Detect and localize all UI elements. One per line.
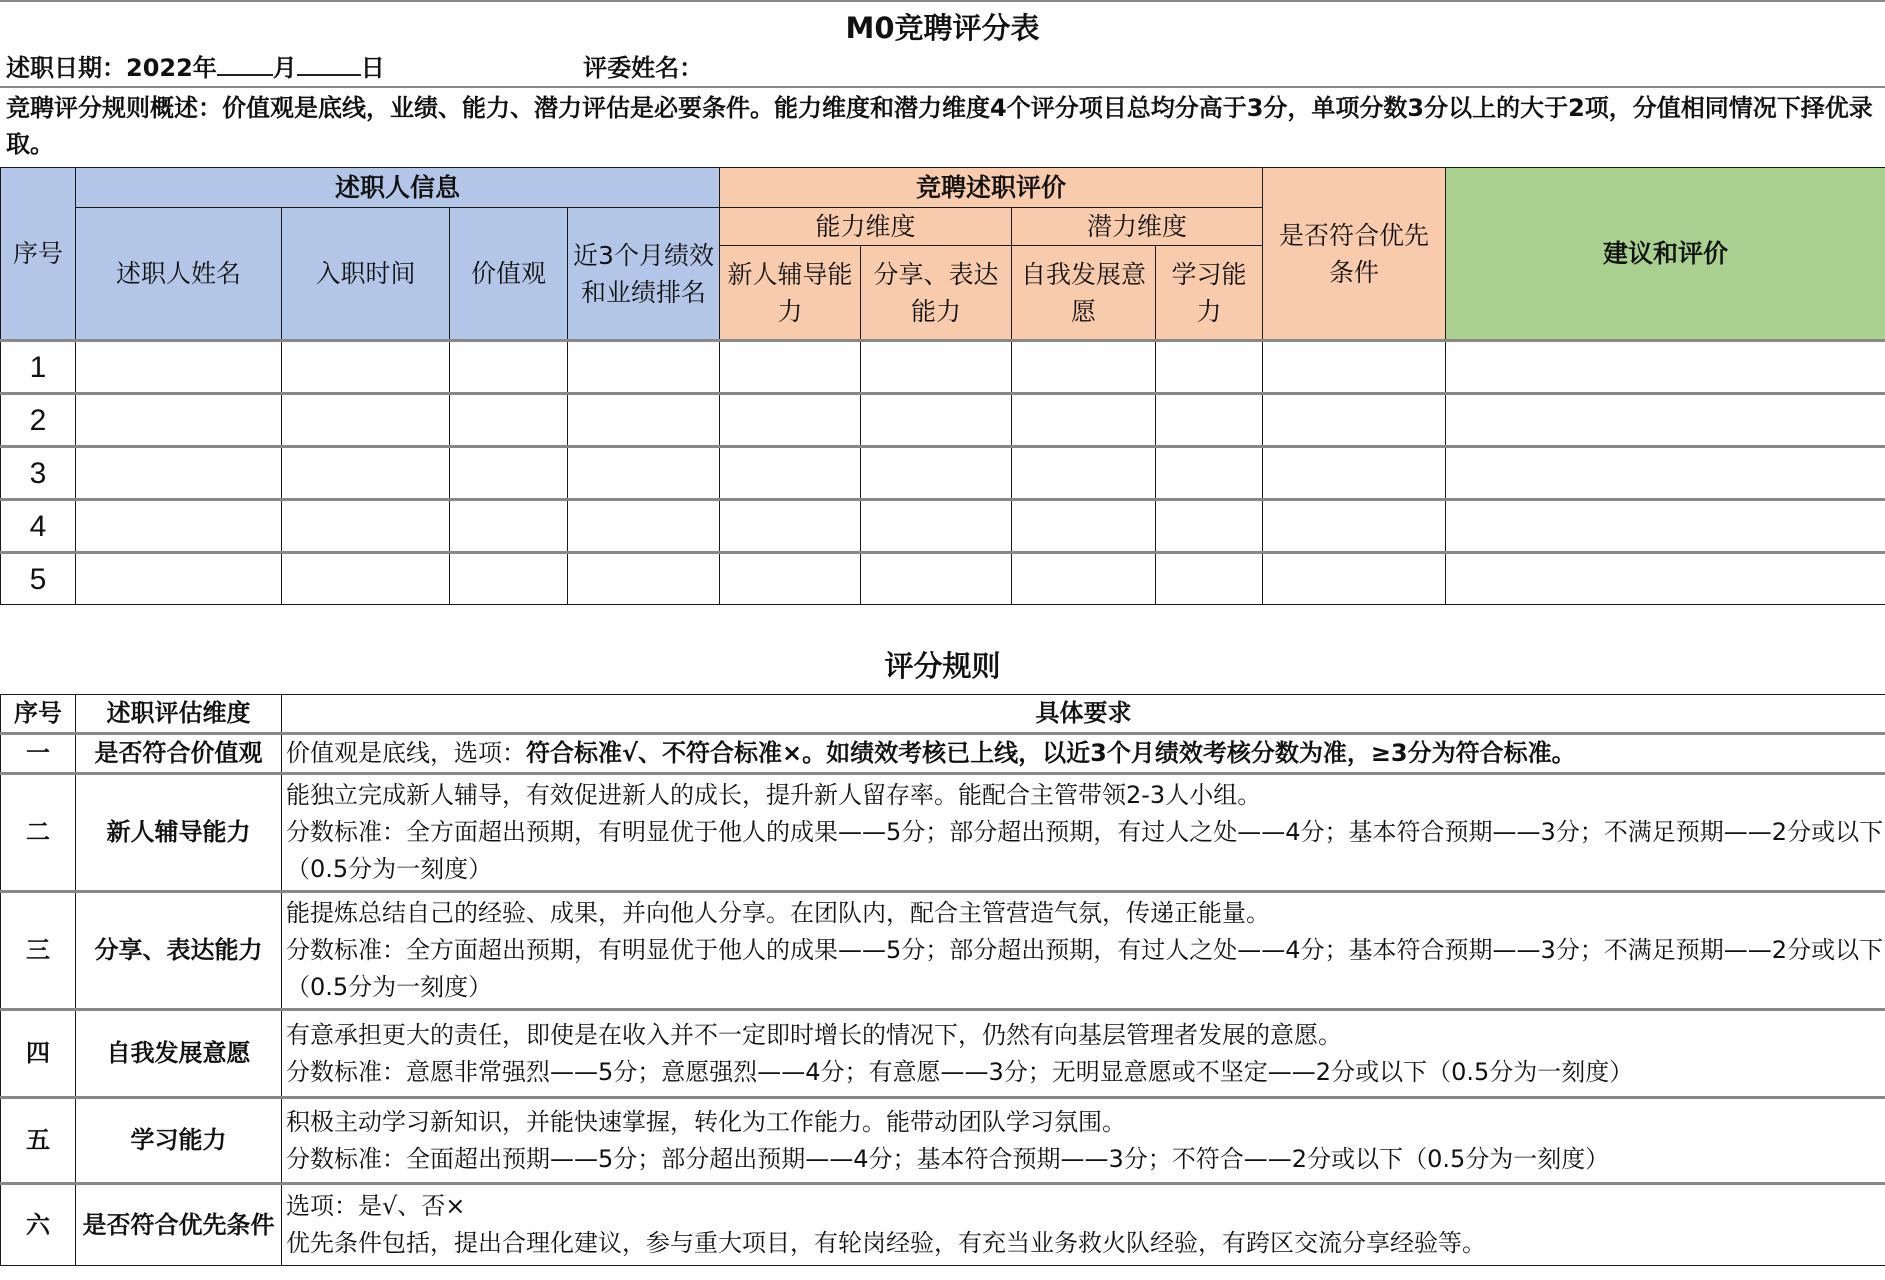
rule-requirement xyxy=(282,774,1885,892)
rule-description: 优先条件包括，提出合理化建议，参与重大项目，有轮岗经验，有充当业务救火队经验，有跨区交流分享经验等。 xyxy=(286,1229,1486,1257)
rules-row xyxy=(1,774,1885,892)
meta-row xyxy=(6,50,1876,86)
table-row xyxy=(1,447,1885,500)
cell-ranking[interactable] xyxy=(568,500,720,553)
cell-priority[interactable] xyxy=(1263,500,1446,553)
table-row xyxy=(1,394,1885,447)
header-values: 价值观 xyxy=(450,208,568,341)
cell-priority[interactable] xyxy=(1263,394,1446,447)
day-label: 日 xyxy=(360,54,385,82)
rule-index: 二 xyxy=(1,774,76,892)
rule-description: 能提炼总结自己的经验、成果，并向他人分享。在团队内，配合主管营造气氛，传递正能量。 xyxy=(286,899,1270,927)
header-mentoring: 新人辅导能力 xyxy=(720,246,861,341)
rule-requirement xyxy=(282,1184,1885,1266)
rules-row xyxy=(1,1010,1885,1098)
row-index: 4 xyxy=(1,500,76,553)
cell-learning[interactable] xyxy=(1156,553,1263,605)
cell-values[interactable] xyxy=(450,500,568,553)
rules-header-dimension: 述职评估维度 xyxy=(76,695,282,734)
cell-ranking[interactable] xyxy=(568,341,720,394)
cell-advice[interactable] xyxy=(1446,341,1885,394)
rules-header-requirement: 具体要求 xyxy=(282,695,1885,734)
page-title: M0竞聘评分表 xyxy=(845,11,1040,45)
cell-advice[interactable] xyxy=(1446,500,1885,553)
cell-sharing[interactable] xyxy=(861,447,1012,500)
cell-mentoring[interactable] xyxy=(720,553,861,605)
header-ability-dim: 能力维度 xyxy=(720,208,1012,246)
cell-sharing[interactable] xyxy=(861,500,1012,553)
row-index: 1 xyxy=(1,341,76,394)
cell-join-date[interactable] xyxy=(282,447,450,500)
cell-name[interactable] xyxy=(76,394,282,447)
rule-index: 一 xyxy=(1,734,76,774)
rules-row xyxy=(1,734,1885,774)
cell-advice[interactable] xyxy=(1446,447,1885,500)
header-advice: 建议和评价 xyxy=(1446,168,1885,341)
rules-table xyxy=(0,694,1885,1266)
cell-self-dev[interactable] xyxy=(1012,553,1156,605)
header-join-date: 入职时间 xyxy=(282,208,450,341)
cell-advice[interactable] xyxy=(1446,394,1885,447)
rule-options: 选项：是√、否× xyxy=(286,1192,466,1220)
rule-text-bold: 符合标准√、不符合标准×。如绩效考核已上线，以近3个月绩效考核分数为准，≥3分为符合标准。 xyxy=(526,739,1576,767)
header-eval-group: 竞聘述职评价 xyxy=(720,168,1263,208)
table-row xyxy=(1,341,1885,394)
rule-text: 价值观是底线，选项： xyxy=(286,739,526,767)
header-index: 序号 xyxy=(1,168,76,341)
cell-name[interactable] xyxy=(76,447,282,500)
month-label: 月 xyxy=(272,54,297,82)
cell-sharing[interactable] xyxy=(861,341,1012,394)
cell-learning[interactable] xyxy=(1156,341,1263,394)
evaluation-table xyxy=(0,167,1885,605)
cell-priority[interactable] xyxy=(1263,553,1446,605)
header-priority: 是否符合优先条件 xyxy=(1263,168,1446,341)
cell-mentoring[interactable] xyxy=(720,394,861,447)
rule-scoring: 分数标准：全方面超出预期，有明显优于他人的成果——5分；部分超出预期，有过人之处——4分；基本符合预期——3分；不满足预期——2分或以下（0.5分为一刻度） xyxy=(286,936,1884,1001)
rule-dimension: 是否符合价值观 xyxy=(76,734,282,774)
rule-scoring: 分数标准：全方面超出预期，有明显优于他人的成果——5分；部分超出预期，有过人之处——4分；基本符合预期——3分；不满足预期——2分或以下（0.5分为一刻度） xyxy=(286,818,1884,883)
cell-values[interactable] xyxy=(450,341,568,394)
rule-requirement xyxy=(282,892,1885,1010)
rule-description: 有意承担更大的责任，即使是在收入并不一定即时增长的情况下，仍然有向基层管理者发展的意愿。 xyxy=(286,1020,1342,1049)
rules-row xyxy=(1,892,1885,1010)
header-potential-dim: 潜力维度 xyxy=(1012,208,1263,246)
cell-name[interactable] xyxy=(76,553,282,605)
cell-ranking[interactable] xyxy=(568,394,720,447)
cell-self-dev[interactable] xyxy=(1012,341,1156,394)
cell-self-dev[interactable] xyxy=(1012,500,1156,553)
rules-header-index: 序号 xyxy=(1,695,76,734)
rule-requirement xyxy=(282,1098,1885,1184)
rule-index: 五 xyxy=(1,1098,76,1184)
cell-mentoring[interactable] xyxy=(720,500,861,553)
date-label: 述职日期：2022年 xyxy=(6,54,217,82)
cell-priority[interactable] xyxy=(1263,447,1446,500)
rule-index: 三 xyxy=(1,892,76,1010)
rule-scoring: 分数标准：意愿非常强烈——5分；意愿强烈——4分；有意愿——3分；无明显意愿或不坚定——2分或以下（0.5分为一刻度） xyxy=(286,1057,1634,1086)
cell-priority[interactable] xyxy=(1263,341,1446,394)
rule-index: 四 xyxy=(1,1010,76,1098)
cell-ranking[interactable] xyxy=(568,447,720,500)
cell-values[interactable] xyxy=(450,394,568,447)
header-sharing: 分享、表达能力 xyxy=(861,246,1012,341)
row-index: 2 xyxy=(1,394,76,447)
rule-dimension: 是否符合优先条件 xyxy=(76,1184,282,1266)
header-info-group: 述职人信息 xyxy=(76,168,720,208)
rule-scoring: 分数标准：全面超出预期——5分；部分超出预期——4分；基本符合预期——3分；不符合——2分或以下（0.5分为一刻度） xyxy=(286,1144,1610,1173)
cell-ranking[interactable] xyxy=(568,553,720,605)
month-blank[interactable] xyxy=(217,50,273,76)
cell-join-date[interactable] xyxy=(282,394,450,447)
cell-values[interactable] xyxy=(450,447,568,500)
cell-name[interactable] xyxy=(76,341,282,394)
cell-join-date[interactable] xyxy=(282,341,450,394)
header-self-dev: 自我发展意愿 xyxy=(1012,246,1156,341)
top-border xyxy=(0,0,1885,2)
judge-label: 评委姓名： xyxy=(583,54,704,82)
row-index: 3 xyxy=(1,447,76,500)
cell-join-date[interactable] xyxy=(282,553,450,605)
cell-self-dev[interactable] xyxy=(1012,394,1156,447)
rules-summary: 竞聘评分规则概述：价值观是底线，业绩、能力、潜力评估是必要条件。能力维度和潜力维度4个评分项目总均分高于3分，单项分数3分以上的大于2项，分值相同情况下择优录取。 xyxy=(6,94,1873,158)
cell-values[interactable] xyxy=(450,553,568,605)
rule-index: 六 xyxy=(1,1184,76,1266)
cell-learning[interactable] xyxy=(1156,500,1263,553)
rules-row xyxy=(1,1184,1885,1266)
cell-sharing[interactable] xyxy=(861,394,1012,447)
rule-description: 积极主动学习新知识，并能快速掌握，转化为工作能力。能带动团队学习氛围。 xyxy=(286,1107,1126,1136)
cell-mentoring[interactable] xyxy=(720,341,861,394)
cell-mentoring[interactable] xyxy=(720,447,861,500)
rules-row xyxy=(1,1098,1885,1184)
cell-join-date[interactable] xyxy=(282,500,450,553)
rule-dimension: 分享、表达能力 xyxy=(76,892,282,1010)
rule-dimension: 新人辅导能力 xyxy=(76,774,282,892)
divider xyxy=(0,86,1885,88)
table-row xyxy=(1,553,1885,605)
rule-dimension: 学习能力 xyxy=(76,1098,282,1184)
cell-advice[interactable] xyxy=(1446,553,1885,605)
cell-name[interactable] xyxy=(76,500,282,553)
row-index: 5 xyxy=(1,553,76,605)
rule-dimension: 自我发展意愿 xyxy=(76,1010,282,1098)
rule-requirement xyxy=(282,1010,1885,1098)
header-name: 述职人姓名 xyxy=(76,208,282,341)
cell-self-dev[interactable] xyxy=(1012,447,1156,500)
cell-learning[interactable] xyxy=(1156,447,1263,500)
table-row xyxy=(1,500,1885,553)
rules-title: 评分规则 xyxy=(884,649,1001,683)
cell-sharing[interactable] xyxy=(861,553,1012,605)
header-ranking: 近3个月绩效和业绩排名 xyxy=(568,208,720,341)
rule-description: 能独立完成新人辅导，有效促进新人的成长，提升新人留存率。能配合主管带领2-3人小组。 xyxy=(286,781,1262,809)
cell-learning[interactable] xyxy=(1156,394,1263,447)
header-learning: 学习能力 xyxy=(1156,246,1263,341)
day-blank[interactable] xyxy=(297,50,361,76)
rule-requirement xyxy=(282,734,1885,774)
